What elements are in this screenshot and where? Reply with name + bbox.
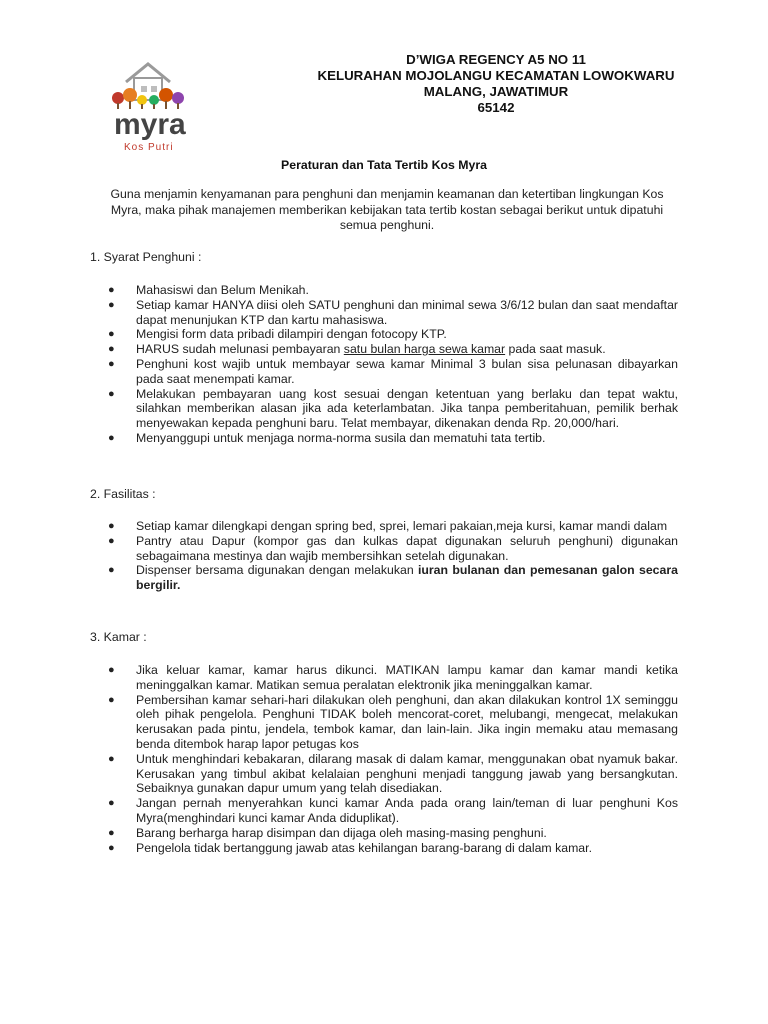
- bullet-icon: ●: [108, 534, 115, 547]
- bullet-icon: ●: [108, 328, 115, 341]
- bullet-icon: ●: [108, 520, 115, 532]
- list-item: ● Jangan pernah menyerahkan kunci kamar Anda pada orang lain/teman di luar penghuni Kos Myra(menghindari kunci kamar Anda diduplikat).: [108, 796, 678, 825]
- intro-line: Myra, maka pihak manajemen memberikan kebijakan tata tertib kostan sebagai berikut untuk dipatuhi: [110, 202, 664, 217]
- bullet-icon: ●: [108, 752, 115, 765]
- list-item: ● Pengelola tidak bertanggung jawab atas kehilangan barang-barang di dalam kamar.: [108, 840, 592, 855]
- list-item: ● Mengisi form data pribadi dilampiri dengan fotocopy KTP.: [108, 327, 447, 342]
- section-heading: 2. Fasilitas :: [90, 487, 156, 501]
- intro-line: Guna menjamin kenyamanan para penghuni dan menjamin keamanan dan ketertiban lingkungan Kos: [110, 187, 664, 201]
- rules-list: [108, 283, 678, 446]
- rules-list: [108, 663, 678, 855]
- bullet-icon: ●: [108, 431, 115, 444]
- address-line: D’WIGA REGENCY A5 NO 11: [406, 52, 586, 67]
- section-heading: 1. Syarat Penghuni :: [90, 250, 202, 264]
- list-item: ● Penghuni kost wajib untuk membayar sewa kamar Minimal 3 bulan sisa pelunasan dibayarkan pada saat menempati kamar.: [108, 356, 678, 386]
- bullet-icon: ●: [108, 797, 115, 810]
- logo-tagline: Kos Putri: [124, 142, 174, 153]
- section-heading: 3. Kamar :: [90, 630, 147, 644]
- bullet-icon: ●: [108, 564, 115, 577]
- bullet-icon: ●: [108, 387, 115, 400]
- bullet-icon: ●: [108, 357, 115, 370]
- address-line: KELURAHAN MOJOLANGU KECAMATAN LOWOKWARU: [317, 68, 675, 83]
- logo-brand: myra: [114, 108, 186, 141]
- list-item: ● Pantry atau Dapur (kompor gas dan kulkas dapat digunakan seluruh penghuni) digunakan sebagaimana mestinya dan wajib membersihkan setelah digunakan.: [108, 533, 678, 563]
- intro-paragraph: [94, 187, 680, 234]
- bullet-icon: ●: [108, 284, 115, 296]
- list-item: ● HARUS sudah melunasi pembayaran satu bulan harga sewa kamar pada saat masuk.: [108, 342, 606, 357]
- bullet-icon: ●: [108, 826, 115, 839]
- rules-list: [108, 519, 678, 593]
- list-item: ● Mahasiswi dan Belum Menikah.: [108, 283, 309, 297]
- list-item: ● Setiap kamar HANYA diisi oleh SATU penghuni dan minimal sewa 3/6/12 bulan dan saat mendaftar dapat menunjukan KTP dan kartu mahasiswa.: [108, 297, 678, 327]
- bullet-icon: ●: [108, 693, 115, 706]
- list-item: ● Jika keluar kamar, kamar harus dikunci. MATIKAN lampu kamar dan kamar mandi ketika meninggalkan kamar. Matikan semua peralatan elektronik jika meninggalkan kamar.: [108, 663, 678, 692]
- address-line: MALANG, JAWATIMUR: [423, 84, 569, 99]
- intro-line: semua penghuni.: [339, 218, 435, 232]
- list-item: ● Untuk menghindari kebakaran, dilarang masak di dalam kamar, menggunakan obat nyamuk bakar. Kerusakan yang timbul akibat kelalaian penghuni menjadi tanggung jawab yang bersangkutan. Sebaiknya gunakan dapur umum yang telah disediakan.: [108, 751, 678, 796]
- list-item: ● Dispenser bersama digunakan dengan melakukan iuran bulanan dan pemesanan galon secara bergilir.: [108, 563, 678, 593]
- list-item: ● Menyanggupi untuk menjaga norma-norma susila dan mematuhi tata tertib.: [108, 430, 546, 445]
- bullet-icon: ●: [108, 343, 115, 356]
- bullet-icon: ●: [108, 298, 115, 311]
- list-item: ● Setiap kamar dilengkapi dengan spring bed, sprei, lemari pakaian,meja kursi, kamar mandi dalam: [108, 519, 668, 533]
- address-line: 65142: [477, 100, 515, 115]
- list-item: ● Pembersihan kamar sehari-hari dilakukan oleh penghuni, dan akan dilakukan kontrol 1X seminggu oleh pihak pengelola. Penghuni TIDAK boleh mencorat-coret, melubangi, mengecat, melakukan kerusakan pada pintu, jendela, tembok kamar, dan lain-lain. Jika ingin memaku atau memasang benda ditembok harap lapor petugas kos: [108, 692, 678, 751]
- address-block: [296, 52, 696, 116]
- bullet-icon: ●: [108, 664, 115, 676]
- kos-myra-logo: [96, 48, 196, 160]
- bullet-icon: ●: [108, 841, 115, 854]
- list-item: ● Barang berharga harap disimpan dan dijaga oleh masing-masing penghuni.: [108, 825, 547, 840]
- list-item: ● Melakukan pembayaran uang kost sesuai dengan ketentuan yang berlaku dan tepat waktu, silahkan memberikan alasan jika ada keterlambatan. Jika tanpa pemberitahuan, pemilik berhak menyewakan kepada penghuni baru. Telat membayar, dikenakan denda Rp. 20,000/hari.: [108, 386, 678, 431]
- document-title: Peraturan dan Tata Tertib Kos Myra: [281, 158, 487, 172]
